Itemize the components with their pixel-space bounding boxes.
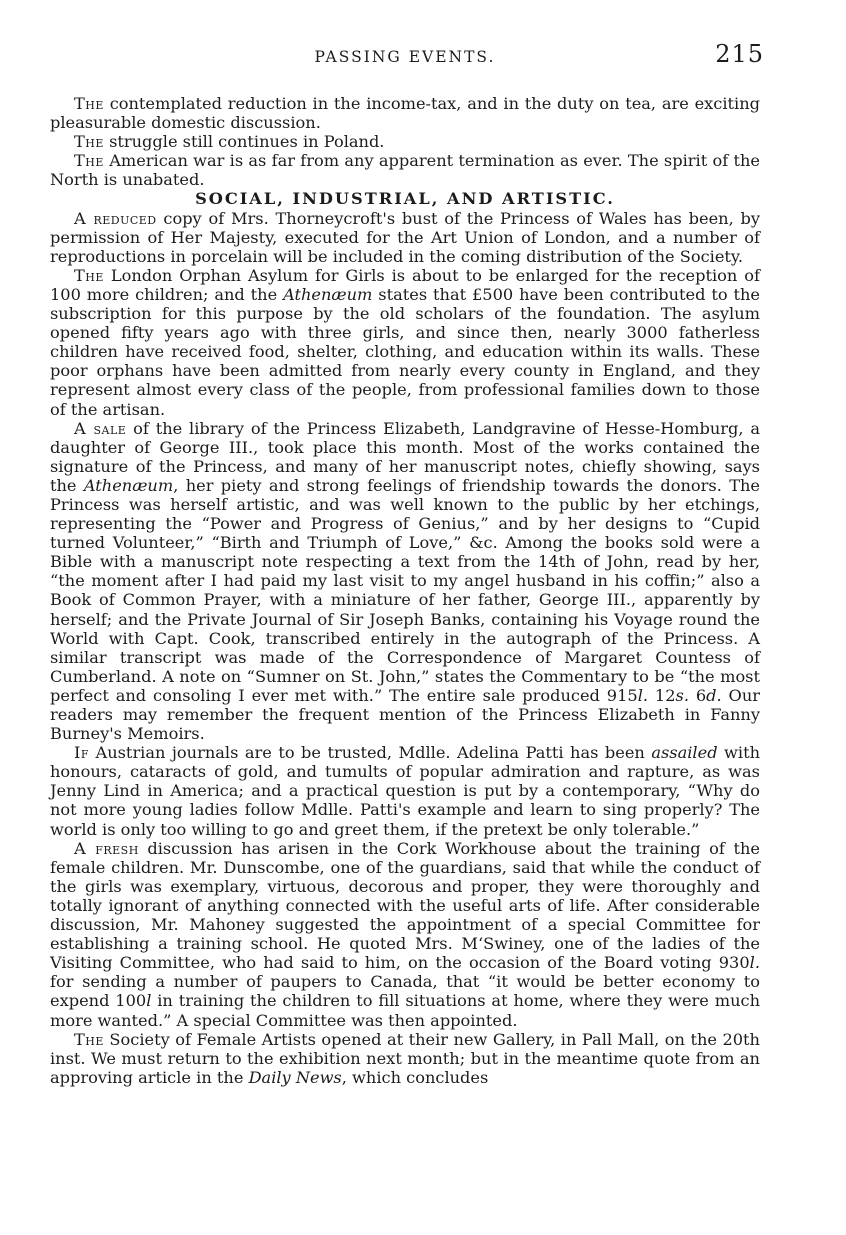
italic-text: s. — [675, 685, 689, 705]
paragraph-text: copy of Mrs. Thorneycroft's bust of the Princess of Wales has been, by permission of Her Majesty, executed for the Art Union of London, and a number of reproductions in porcelain will be included in the coming distribution of the Society. — [50, 208, 760, 266]
paragraph-text: , her piety and strong feelings of friendship towards the donors. The Princess was herself artistic, and was well known to the public by her etchings, representing the “Power and Progress of Genius,” and by her designs to “Cupid turned Volunteer,” “Birth and Triumph of Love,” &c. Among the books sold were a Bible with a manuscript note respecting a text from the 14th of John, read by her, “the moment after I had paid my last visit to my angel husband in his coffin;” also a Book of Common Prayer, with a miniature of her father, George III., apparently by herself; and the Private Journal of Sir Joseph Banks, containing his Voyage round the World with Capt. Cook, transcribed entirely in the autograph of the Princess. A similar transcript was made of the Correspondence of Margaret Countess of Cumberland. A note on “Sumner on St. John,” states the Commentary to be “the most perfect and consoling I ever met with.” The entire sale produced 915 — [50, 475, 760, 705]
section-heading: SOCIAL, INDUSTRIAL, AND ARTISTIC. — [195, 189, 615, 209]
paragraph-text: in training the children to fill situations at home, where they were much more wanted.” A special Committee was then appointed. — [50, 991, 760, 1030]
lead-word: The — [74, 132, 104, 152]
running-title: PASSING EVENTS. — [314, 48, 496, 66]
italic-text: Daily News — [248, 1067, 342, 1087]
paragraph-cork-workhouse — [50, 839, 760, 1030]
paragraph-text: London Orphan Asylum for Girls is about to be enlarged for the reception of 100 more children; and the — [50, 265, 760, 304]
paragraph-american-war — [50, 151, 760, 189]
paragraph-text: for sending a number of paupers to Canada, that “it would be better economy to expend 100 — [50, 972, 760, 1011]
italic-text: l. — [749, 953, 760, 973]
page-number: 215 — [715, 40, 764, 68]
paragraph-text: Our readers may remember the frequent mention of the Princess Elizabeth in Fanny Burney's Memoirs. — [50, 685, 760, 744]
italic-text: Athenæum — [83, 475, 174, 495]
paragraph-text: contemplated reduction in the income-tax, and in the duty on tea, are exciting pleasurable domestic discussion. — [50, 94, 760, 133]
paragraph-text: states that £500 have been contributed to the subscription for this purpose by the old scholars of the foundation. The asylum opened fifty years ago with three girls, and since then, nearly 3000 fatherless children have received food, shelter, clothing, and education within its walls. These poor orphans have been admitted from nearly every county in England, and they represent almost every class of the people, from professional families down to those of the artisan. — [50, 284, 760, 419]
lead-word: If — [74, 743, 90, 763]
paragraph-princess-bust — [50, 209, 760, 266]
italic-text: l. — [637, 685, 649, 705]
lead-word: A sale — [74, 418, 127, 438]
page — [50, 40, 764, 1087]
paragraph-text: Society of Female Artists opened at their new Gallery, in Pall Mall, on the 20th inst. We must return to the exhibition next month; but in the meantime quote from an approving article in the — [50, 1029, 760, 1087]
paragraph-adelina-patti — [50, 743, 760, 838]
paragraph-poland — [50, 132, 760, 151]
paragraph-text: , which concludes — [341, 1067, 489, 1087]
italic-text: d. — [706, 685, 722, 705]
paragraph-text: of the library of the Princess Elizabeth, Landgravine of Hesse-Homburg, a daughter of George III., took place this month. Most of the works contained the signature of the Princess, and many of her manuscript notes, chiefly showing, says the — [50, 418, 760, 495]
paragraph-library-sale — [50, 419, 760, 744]
paragraph-text: Austrian journals are to be trusted, Mdlle. Adelina Patti has been — [89, 743, 652, 763]
italic-text: assailed — [651, 743, 718, 763]
lead-word: A reduced — [74, 208, 157, 228]
lead-word: The — [74, 94, 104, 113]
running-header — [50, 40, 764, 74]
lead-word: The — [74, 1029, 104, 1049]
paragraph-female-artists — [50, 1030, 760, 1087]
paragraph-text: 6 — [688, 685, 707, 705]
paragraph-text: American war is as far from any apparent termination as ever. The spirit of the North is unabated. — [50, 151, 760, 190]
paragraph-orphan-asylum — [50, 266, 760, 419]
lead-word: The — [74, 151, 104, 171]
paragraph-text: discussion has arisen in the Cork Workhouse about the training of the female children. Mr. Dunscombe, one of the guardians, said that while the conduct of the girls was exemplary, virtuous, decorous and proper, they were thoroughly and totally ignorant of anything connected with the useful arts of life. After considerable discussion, Mr. Mahoney suggested the appointment of a special Committee for establishing a training school. He quoted Mrs. M‘Swiney, one of the ladies of the Visiting Committee, who had said to him, on the occasion of the Board voting 930 — [50, 838, 760, 973]
lead-word: The — [74, 265, 104, 285]
italic-text: l — [146, 991, 152, 1011]
italic-text: Athenæum — [283, 284, 373, 304]
paragraph-text: 12 — [648, 685, 676, 705]
paragraph-text: with honours, cataracts of gold, and tumults of popular admiration and rapture, as was Jenny Lind in America; and a practical question is put by a contemporary, “Why do not more young ladies follow Mdlle. Patti's example and learn to sing properly? The world is only too willing to go and greet them, if the pretext be only tolerable.” — [50, 743, 761, 839]
paragraph-income-tax — [50, 94, 760, 132]
paragraph-text: struggle still continues in Poland. — [103, 132, 385, 152]
lead-word: A fresh — [74, 838, 139, 858]
